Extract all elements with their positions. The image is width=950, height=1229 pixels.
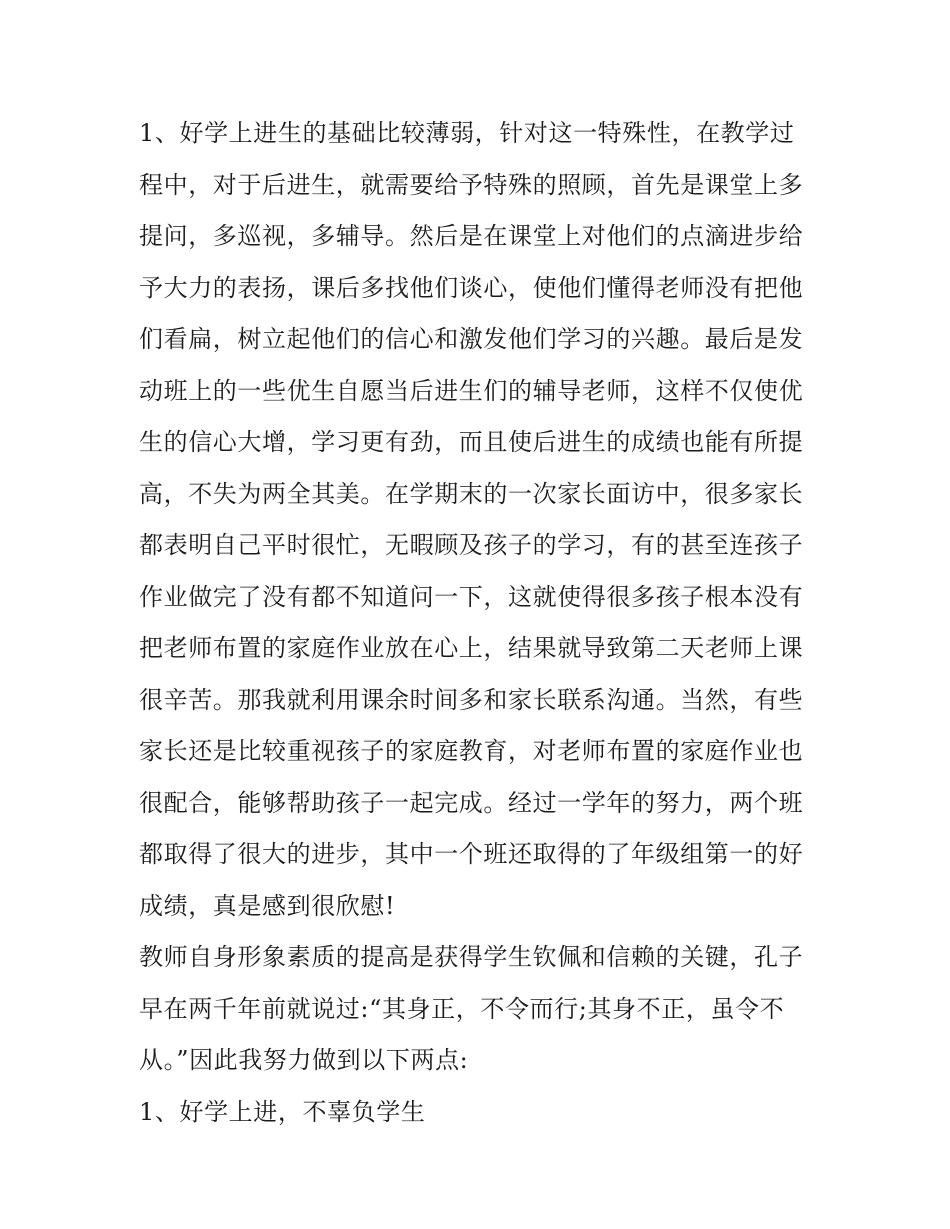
text-line: 作业做完了没有都不知道问一下，这就使得很多孩子根本没有 bbox=[139, 582, 804, 611]
text-line: 成绩，真是感到很欣慰! bbox=[139, 891, 396, 920]
text-line: 高，不失为两全其美。在学期末的一次家长面访中，很多家长 bbox=[139, 479, 804, 508]
text-line: 提问，多巡视，多辅导。然后是在课堂上对他们的点滴进步给 bbox=[139, 222, 804, 250]
text-line: 把老师布置的家庭作业放在心上，结果就导致第二天老师上课 bbox=[139, 634, 804, 662]
text-line: 都取得了很大的进步，其中一个班还取得的了年级组第一的好 bbox=[139, 840, 804, 868]
text-line: 都表明自己平时很忙，无暇顾及孩子的学习，有的甚至连孩子 bbox=[139, 531, 804, 559]
text-line: 生的信心大增，学习更有劲，而且使后进生的成绩也能有所提 bbox=[139, 428, 804, 456]
text-line: 们看扁，树立起他们的信心和激发他们学习的兴趣。最后是发 bbox=[139, 325, 804, 353]
text-line: 动班上的一些优生自愿当后进生们的辅导老师，这样不仅使优 bbox=[139, 376, 804, 405]
text-line: 早在两千年前就说过:“其身正，不令而行;其身不正，虽令不 bbox=[139, 994, 785, 1023]
text-line: 予大力的表扬，课后多找他们谈心，使他们懂得老师没有把他 bbox=[139, 273, 804, 302]
text-line: 教师自身形象素质的提高是获得学生钦佩和信赖的关键，孔子 bbox=[139, 943, 804, 971]
text-line: 家长还是比较重视孩子的家庭教育，对老师布置的家庭作业也 bbox=[139, 737, 804, 765]
text-line: 很辛苦。那我就利用课余时间多和家长联系沟通。当然，有些 bbox=[139, 685, 804, 714]
text-line: 很配合，能够帮助孩子一起完成。经过一学年的努力，两个班 bbox=[139, 788, 804, 817]
text-line: 程中，对于后进生，就需要给予特殊的照顾，首先是课堂上多 bbox=[139, 170, 804, 199]
text-line: 1、好学上进生的基础比较薄弱，针对这一特殊性，在教学过 bbox=[139, 119, 795, 147]
text-line: 从。”因此我努力做到以下两点: bbox=[139, 1046, 469, 1074]
body-text bbox=[139, 108, 819, 1138]
text-line: 1、好学上进，不辜负学生 bbox=[139, 1097, 426, 1126]
